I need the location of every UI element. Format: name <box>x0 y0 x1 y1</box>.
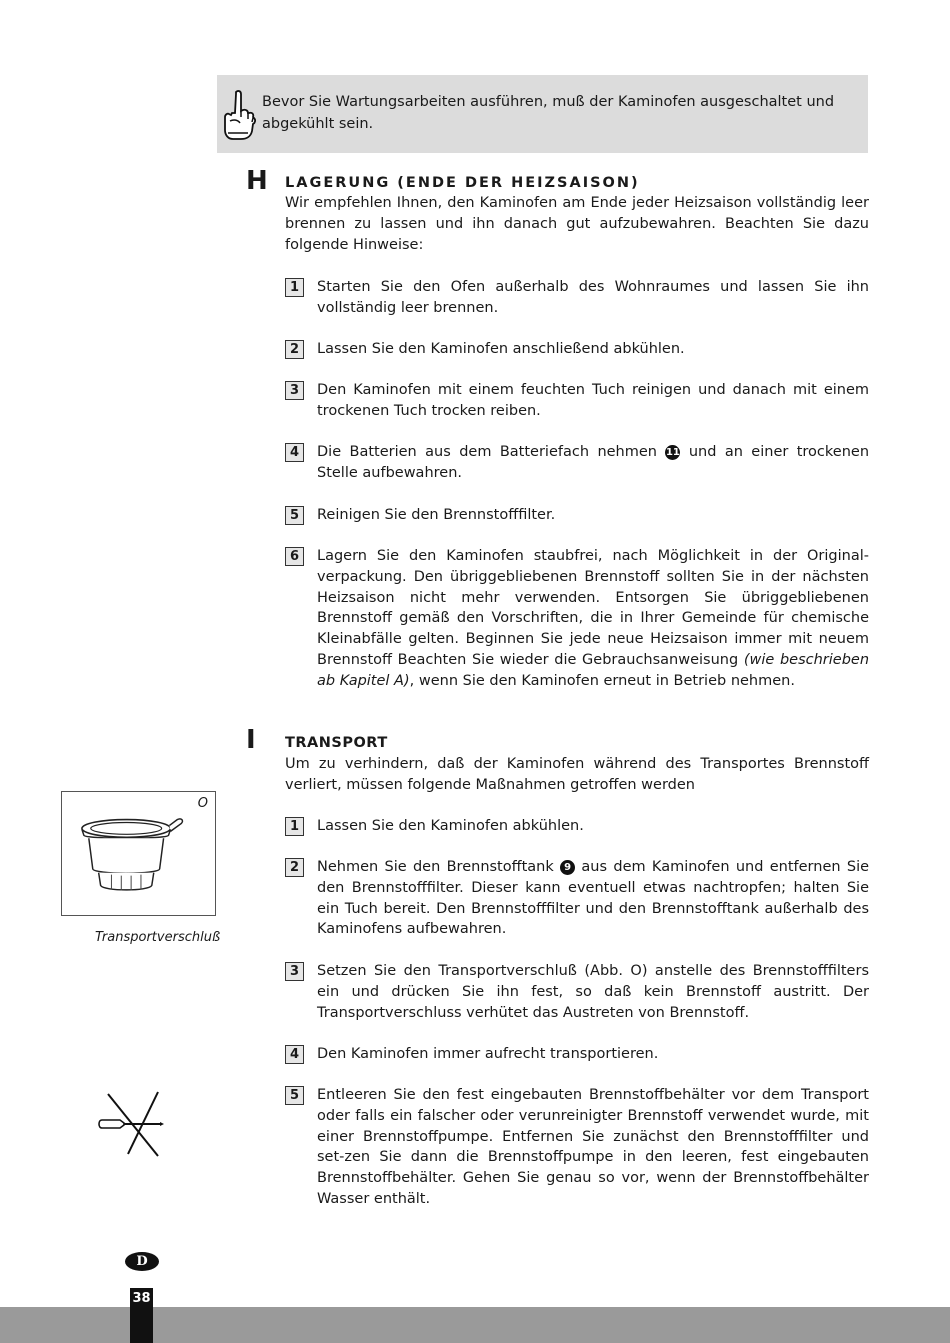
step-number: 5 <box>285 506 304 525</box>
pointing-hand-icon <box>222 89 256 141</box>
step-number: 4 <box>285 1045 304 1064</box>
step-number: 1 <box>285 278 304 297</box>
step-text-part: aus dem Kaminofen und entfernen Sie den Brennstofffilter. Dieser kann eventuell etwas nachtropfen; halten Sie ein Tuch bereit. Den Brennstofffilter und den Brennstofftank außerhalb des Kaminofens aufbewahren. <box>317 859 870 938</box>
step-text: Starten Sie den Ofen außerhalb des Wohnraumes und lassen Sie ihn vollständig leer brennen. <box>317 279 869 316</box>
step-number: 4 <box>285 443 304 462</box>
section-intro-transport: Um zu verhindern, daß der Kaminofen während des Transportes Brennstoff verliert, müssen folgende Maßnahmen getroffen werden <box>285 756 869 793</box>
crossed-screwdriver-icon <box>98 1088 166 1160</box>
step-number: 3 <box>285 962 304 981</box>
step-text-part: Lagern Sie den Kaminofen staubfrei, nach Möglichkeit in der Original-verpackung. Den übriggebliebenen Brennstoff sollten Sie in der nächsten Heizsaison nicht mehr verwenden. Entsorgen Sie übriggebliebenen Brennstoff gemäß den Vorschriften, die in Ihrer Gemeinde für chemische Kleinabfälle gelten. Beginnen Sie jede neue Heizsaison immer mit neuem Brennstoff Beachten Sie wieder die Gebrauchsanweisung <box>317 548 869 668</box>
figure-label: O <box>197 796 208 811</box>
page-number: 38 <box>130 1288 153 1343</box>
step-text: Lassen Sie den Kaminofen anschließend abkühlen. <box>317 341 685 357</box>
transport-cap-icon <box>62 792 215 915</box>
section-letter-h: H <box>246 166 268 196</box>
step-text: Reinigen Sie den Brennstofffilter. <box>317 507 556 523</box>
step-text <box>317 546 869 692</box>
chapter-reference: (wie beschrieben ab Kapitel A) <box>317 651 870 689</box>
step-text-part: Nehmen Sie den Brennstofftank <box>317 859 554 875</box>
step-number: 5 <box>285 1086 304 1105</box>
section-intro-storage: Wir empfehlen Ihnen, den Kaminofen am Ende jeder Heizsaison vollständig leer brennen zu lassen und ihn danach gut aufzubewahren. Beachten Sie dazu folgende Hinweise: <box>285 195 869 253</box>
step-text-part: und an einer trockenen Stelle aufbewahren. <box>317 444 870 481</box>
step-text: Den Kaminofen mit einem feuchten Tuch reinigen und danach mit einem trockenen Tuch trocken reiben. <box>317 382 869 419</box>
step-number: 2 <box>285 858 304 877</box>
step-number: 2 <box>285 340 304 359</box>
notice-text: Bevor Sie Wartungsarbeiten ausführen, muß der Kaminofen ausgeschaltet und abgekühlt sein. <box>262 94 835 132</box>
section-title-transport: TRANSPORT <box>285 735 388 751</box>
language-badge: D <box>125 1252 159 1271</box>
figure-transport-cap <box>61 791 216 916</box>
step-text: Setzen Sie den Transportverschluß (Abb. O) anstelle des Brennstofffilters ein und drücken Sie ihn fest, so daß kein Brennstoff austritt. Der Transportverschluss verhütet das Austreten von Brennstoff. <box>317 963 869 1021</box>
step-text-part: , wenn Sie den Kaminofen erneut in Betrieb nehmen. <box>409 672 795 689</box>
step-text-part: Die Batterien aus dem Batteriefach nehmen <box>317 444 657 460</box>
maintenance-notice <box>217 75 868 153</box>
reference-badge: 9 <box>560 860 575 875</box>
step-text: Den Kaminofen immer aufrecht transportieren. <box>317 1046 659 1062</box>
section-title-storage: LAGERUNG (ENDE DER HEIZSAISON) <box>285 175 640 191</box>
figure-caption: Transportverschluß <box>95 930 221 945</box>
step-number: 6 <box>285 547 304 566</box>
step-number: 3 <box>285 381 304 400</box>
step-number: 1 <box>285 817 304 836</box>
reference-badge: 11 <box>665 447 680 458</box>
section-letter-i: I <box>246 725 256 755</box>
step-text: Entleeren Sie den fest eingebauten Brennstoffbehälter vor dem Transport oder falls ein falscher oder verunreinigter Brennstoff verwendet wurde, mit einer Brennstoffpumpe. Entfernen Sie zunächst den Brennstofffilter und set-zen Sie dann die Brennstoffpumpe in den leeren, fest eingebauten Brennstoffbehälter. Gehen Sie genau so vor, wenn der Brennstoffbehälter Wasser enthält. <box>317 1087 869 1207</box>
step-text <box>317 442 869 484</box>
step-text <box>317 857 869 940</box>
step-text: Lassen Sie den Kaminofen abkühlen. <box>317 818 584 834</box>
